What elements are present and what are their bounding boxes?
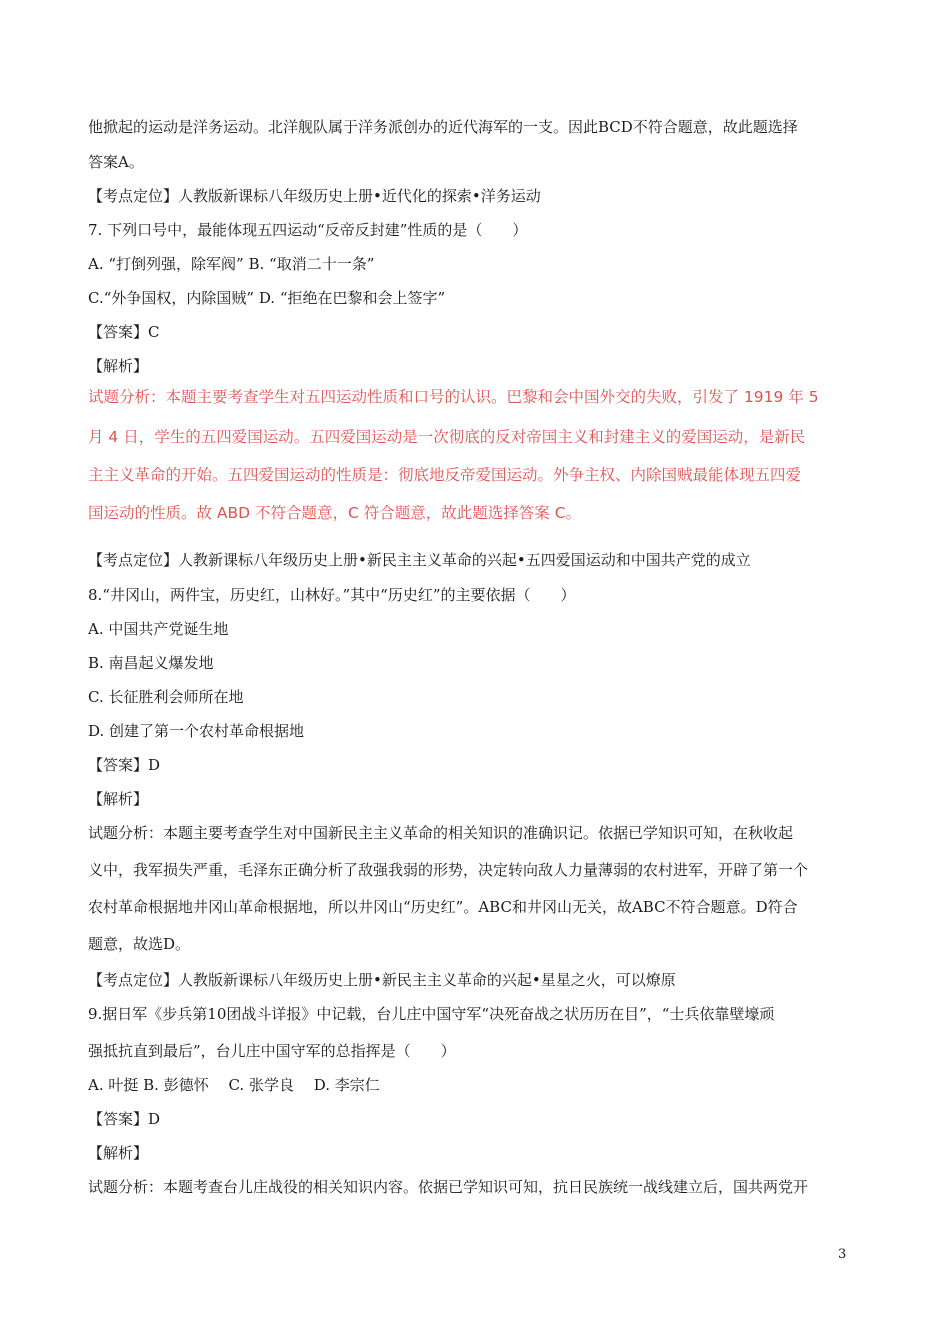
q6-topic-location: 【考点定位】人教版新课标八年级历史上册•近代化的探索•洋务运动 [88, 187, 541, 205]
q8-option-b: B. 南昌起义爆发地 [88, 654, 214, 672]
q6-analysis-line-1: 他掀起的运动是洋务运动。北洋舰队属于洋务派创办的近代海军的一支。因此BCD不符合题意，故此题选择 [88, 118, 798, 136]
q9-analysis-heading: 【解析】 [88, 1144, 149, 1162]
q7-question: 7. 下列口号中，最能体现五四运动“反帝反封建”性质的是（ ） [88, 221, 528, 239]
q7-topic-location: 【考点定位】人教新课标八年级历史上册•新民主主义革命的兴起•五四爱国运动和中国共产党的成立 [88, 551, 751, 569]
q9-analysis-line-1: 试题分析：本题考查台儿庄战役的相关知识内容。依据已学知识可知，抗日民族统一战线建立后，国共两党开 [88, 1178, 809, 1196]
q8-option-c: C. 长征胜利会师所在地 [88, 688, 244, 706]
q7-answer: 【答案】C [88, 323, 160, 341]
q6-analysis-line-2: 答案A。 [88, 153, 144, 171]
q7-options-ab: A. “打倒列强，除军阀” B. “取消二十一条” [88, 255, 375, 273]
q8-analysis-heading: 【解析】 [88, 790, 149, 808]
q8-analysis-line-1: 试题分析：本题主要考查学生对中国新民主主义革命的相关知识的准确识记。依据已学知识可知，在秋收起 [88, 824, 794, 842]
q8-question: 8.“井冈山，两件宝，历史红，山林好。”其中“历史红”的主要依据（ ） [88, 586, 576, 604]
q9-answer: 【答案】D [88, 1110, 161, 1128]
q8-analysis-line-2: 义中，我军损失严重，毛泽东正确分析了敌强我弱的形势，决定转向敌人力量薄弱的农村进军，开辟了第一个 [88, 861, 809, 879]
q9-question-line-1: 9.据日军《步兵第10团战斗详报》中记载，台儿庄中国守军“决死奋战之状历历在目”，“士兵依靠壁壕顽 [88, 1005, 775, 1023]
q8-option-d: D. 创建了第一个农村革命根据地 [88, 722, 305, 740]
q7-analysis-heading: 【解析】 [88, 357, 149, 375]
q9-question-line-2: 强抵抗直到最后”，台儿庄中国守军的总指挥是（ ） [88, 1042, 456, 1060]
page-number: 3 [838, 1247, 847, 1262]
q9-options: A. 叶挺 B. 彭德怀 C. 张学良 D. 李宗仁 [88, 1076, 380, 1094]
q8-answer: 【答案】D [88, 756, 161, 774]
q7-analysis-line-1: 试题分析：本题主要考查学生对五四运动性质和口号的认识。巴黎和会中国外交的失败，引发了 1919 年 5 [88, 388, 819, 406]
q8-analysis-line-4: 题意，故选D。 [88, 935, 191, 953]
q8-option-a: A. 中国共产党诞生地 [88, 620, 229, 638]
q8-topic-location: 【考点定位】人教版新课标八年级历史上册•新民主主义革命的兴起•星星之火，可以燎原 [88, 971, 676, 989]
q7-analysis-line-2: 月 4 日，学生的五四爱国运动。五四爱国运动是一次彻底的反对帝国主义和封建主义的爱国运动，是新民 [88, 428, 806, 446]
q7-analysis-line-4: 国运动的性质。故 ABD 不符合题意，C 符合题意，故此题选择答案 C。 [88, 504, 582, 522]
q8-analysis-line-3: 农村革命根据地井冈山革命根据地，所以井冈山“历史红”。ABC和井冈山无关，故ABC不符合题意。D符合 [88, 898, 798, 916]
q7-options-cd: C.“外争国权，内除国贼” D. “拒绝在巴黎和会上签字” [88, 289, 446, 307]
q7-analysis-line-3: 主主义革命的开始。五四爱国运动的性质是：彻底地反帝爱国运动。外争主权、内除国贼最能体现五四爱 [88, 466, 802, 484]
